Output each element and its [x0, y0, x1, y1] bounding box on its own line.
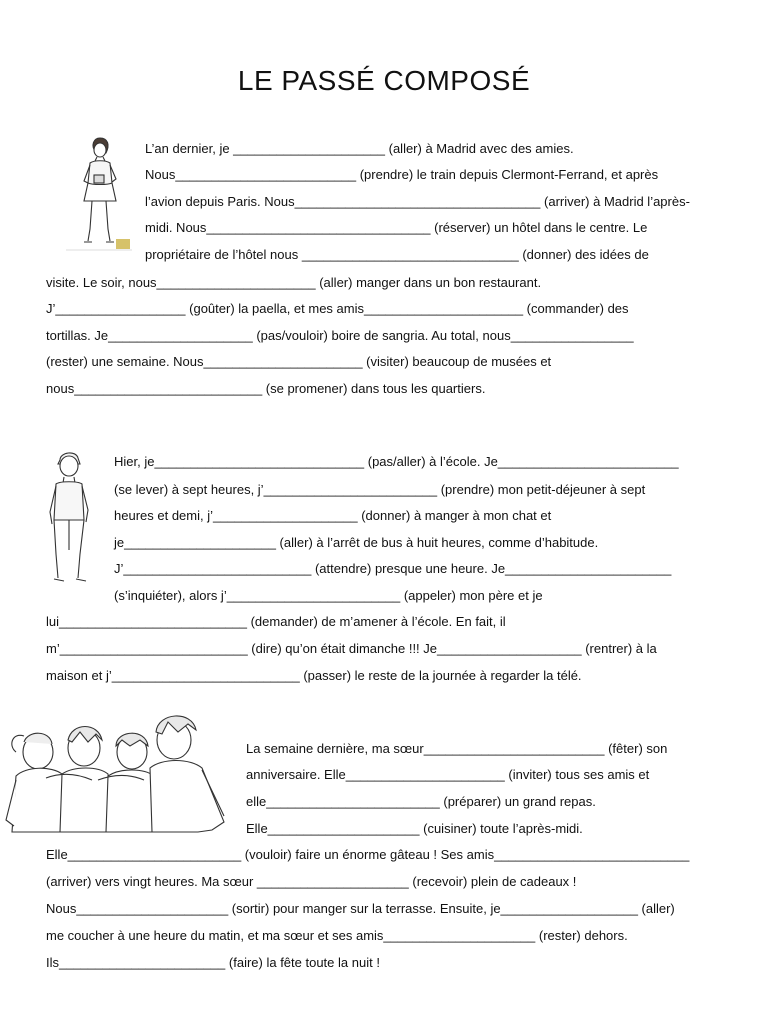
exercise-3-line-1: La semaine dernière, ma sœur_________________________ (fêter) son: [246, 741, 668, 756]
exercise-2-line-3: heures et demi, j’____________________ (donner) à manger à mon chat et: [114, 508, 552, 523]
exercise-1-line-1: L’an dernier, je _____________________ (aller) à Madrid avec des amies.: [145, 141, 574, 156]
friends-group-illustration: [2, 712, 234, 834]
exercise-3-line-4: Elle_____________________ (cuisiner) toute l’après-midi.: [246, 821, 583, 836]
exercise-2-line-4: je_____________________ (aller) à l’arrêt de bus à huit heures, comme d’habitude.: [114, 535, 599, 550]
exercise-2-line-8: m’__________________________ (dire) qu’on était dimanche !!! Je____________________ (rentrer) à la: [46, 641, 657, 656]
exercise-1-line-4: midi. Nous_______________________________ (réserver) un hôtel dans le centre. Le: [145, 220, 648, 235]
exercise-3-line-8: me coucher à une heure du matin, et ma sœur et ses amis_____________________ (rester) dehors.: [46, 928, 628, 943]
exercise-2-line-9: maison et j’__________________________ (passer) le reste de la journée à regarder la télé.: [46, 668, 582, 683]
boy-illustration: [42, 450, 98, 592]
exercise-1-line-8: tortillas. Je____________________ (pas/vouloir) boire de sangria. Au total, nous_________________: [46, 328, 634, 343]
exercise-2-line-7: lui__________________________ (demander) de m’amener à l’école. En fait, il: [46, 614, 506, 629]
girl-illustration: [66, 135, 132, 253]
exercise-2-line-6: (s’inquiéter), alors j’________________________ (appeler) mon père et je: [114, 588, 543, 603]
exercise-1-line-10: nous__________________________ (se promener) dans tous les quartiers.: [46, 381, 486, 396]
exercise-2-line-2: (se lever) à sept heures, j’________________________ (prendre) mon petit-déjeuner à sept: [114, 482, 646, 497]
exercise-3-line-5: Elle________________________ (vouloir) faire un énorme gâteau ! Ses amis___________________________: [46, 847, 690, 862]
exercise-2-line-5: J’__________________________ (attendre) presque une heure. Je_______________________: [114, 561, 672, 576]
exercise-3-line-3: elle________________________ (préparer) un grand repas.: [246, 794, 596, 809]
exercise-1-line-2: Nous_________________________ (prendre) le train depuis Clermont-Ferrand, et après: [145, 167, 659, 182]
exercise-1-line-3: l’avion depuis Paris. Nous__________________________________ (arriver) à Madrid l’après-: [145, 194, 690, 209]
exercise-1-line-7: J’__________________ (goûter) la paella, et mes amis______________________ (commander) des: [46, 301, 629, 316]
exercise-3-line-6: (arriver) vers vingt heures. Ma sœur _____________________ (recevoir) plein de cadeaux !: [46, 874, 577, 889]
exercise-3-line-9: Ils_______________________ (faire) la fête toute la nuit !: [46, 955, 380, 970]
exercise-3-line-7: Nous_____________________ (sortir) pour manger sur la terrasse. Ensuite, je___________________ (aller): [46, 901, 675, 916]
exercise-2-line-1: Hier, je_____________________________ (pas/aller) à l’école. Je_________________________: [114, 454, 679, 469]
exercise-1-line-5: propriétaire de l’hôtel nous ______________________________ (donner) des idées de: [145, 247, 649, 262]
exercise-1-line-9: (rester) une semaine. Nous______________________ (visiter) beaucoup de musées et: [46, 354, 552, 369]
exercise-3-line-2: anniversaire. Elle______________________ (inviter) tous ses amis et: [246, 767, 650, 782]
exercise-1-line-6: visite. Le soir, nous______________________ (aller) manger dans un bon restaurant.: [46, 275, 542, 290]
page-title: LE PASSÉ COMPOSÉ: [237, 64, 531, 96]
